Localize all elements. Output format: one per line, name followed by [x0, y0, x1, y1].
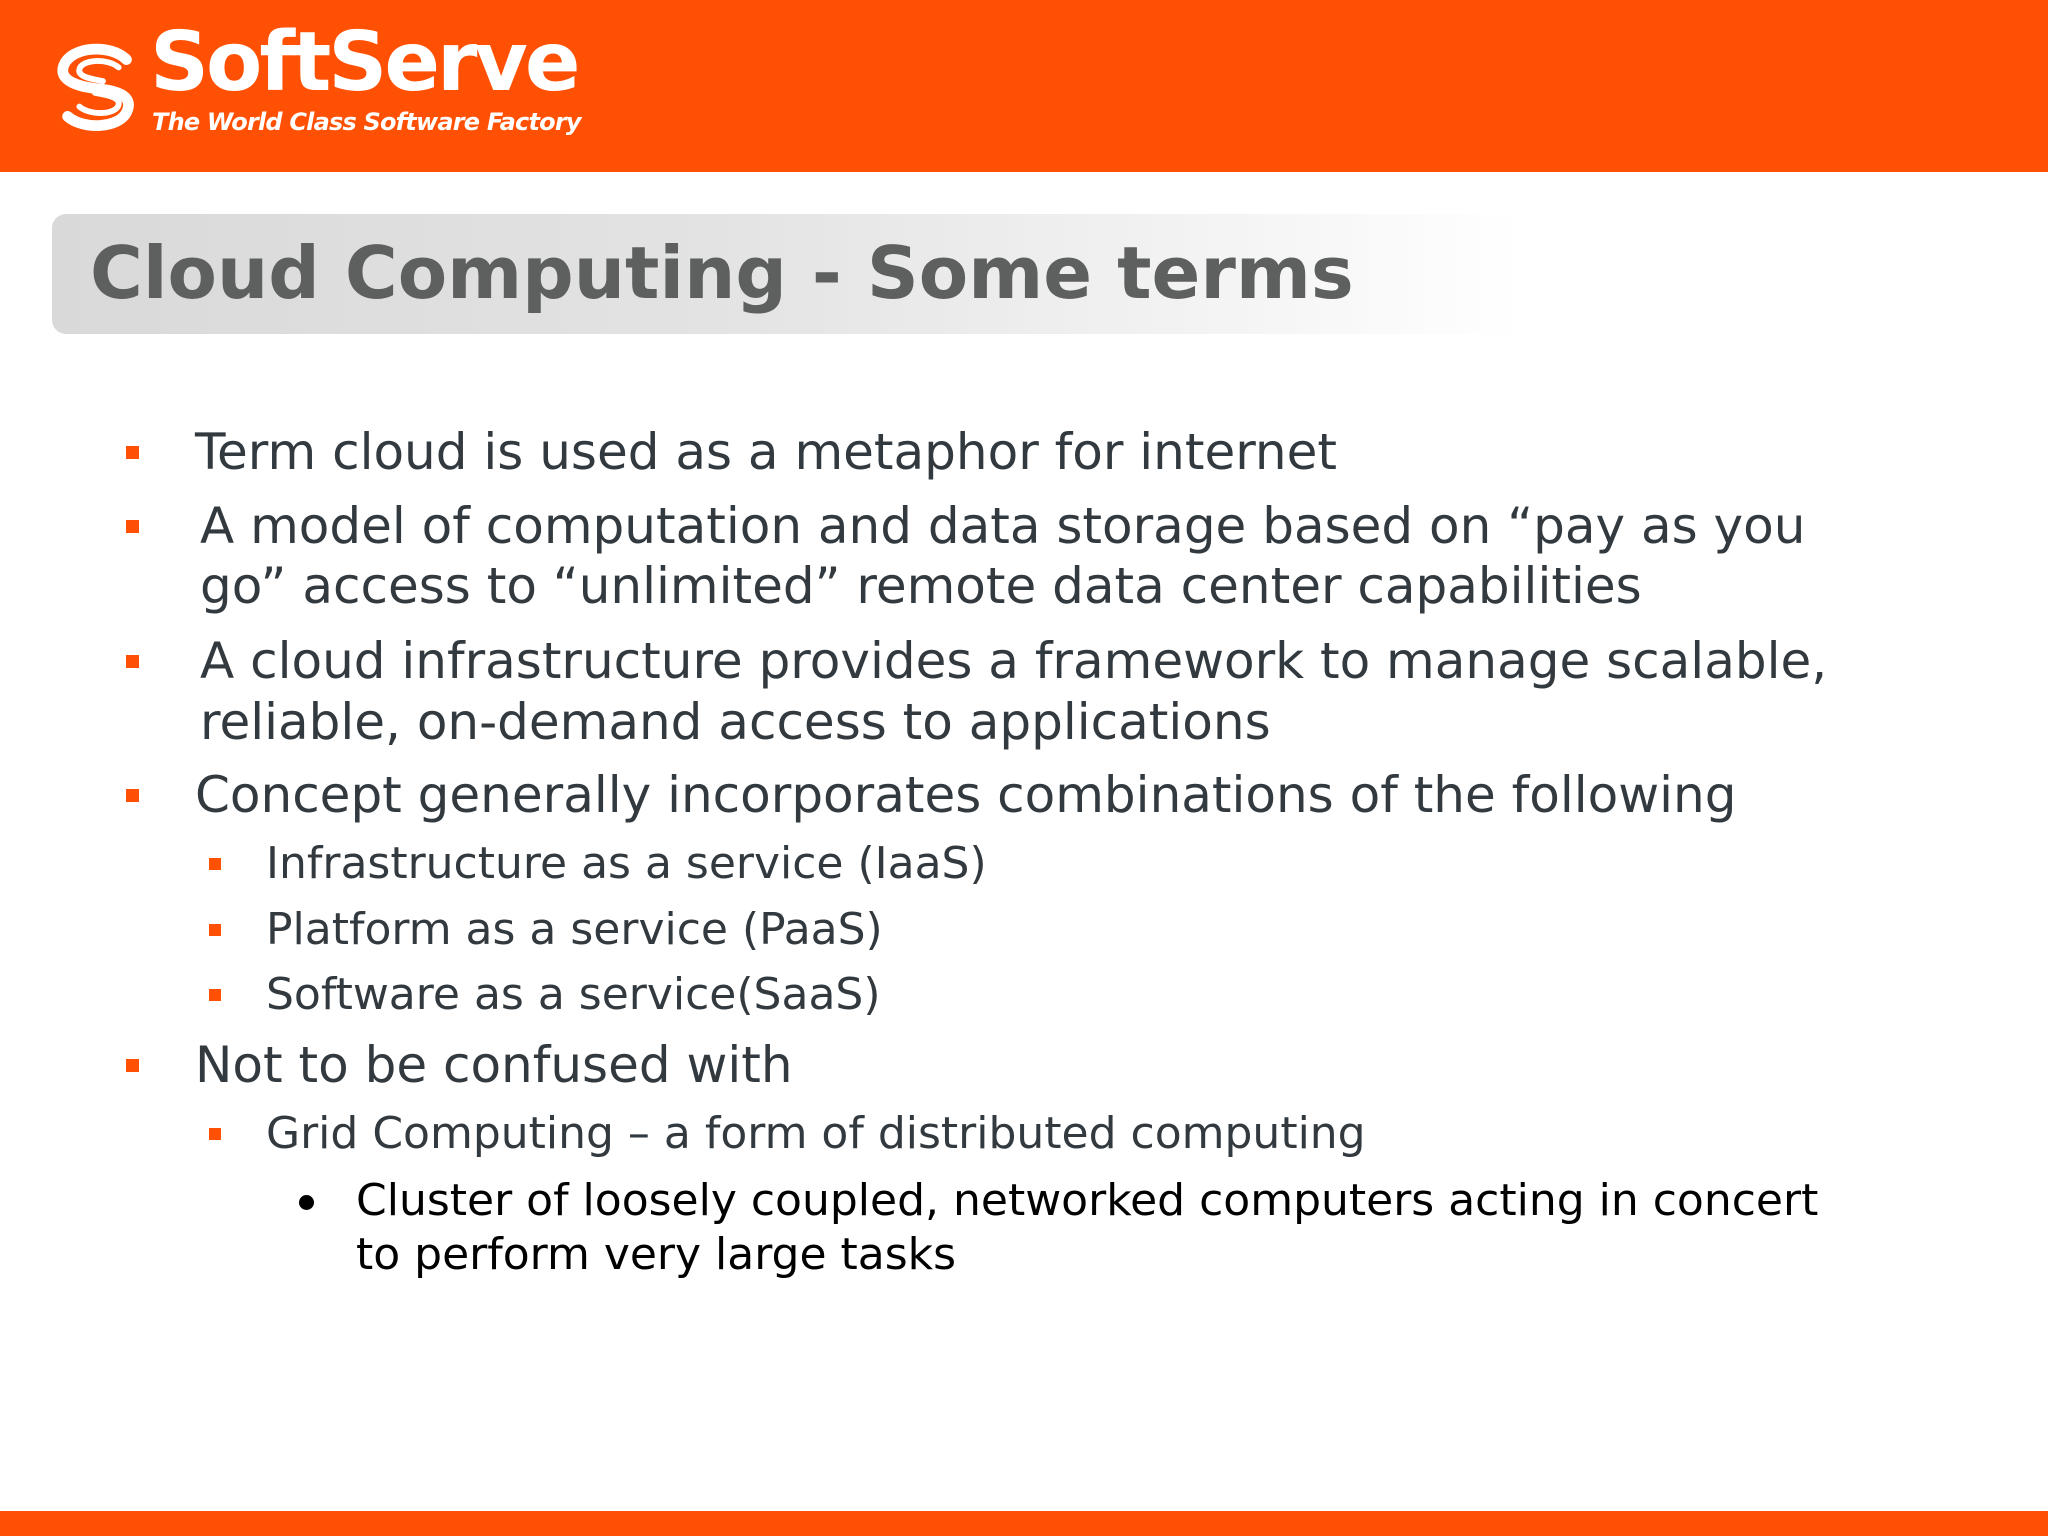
square-bullet-icon — [209, 858, 221, 870]
square-bullet-icon — [126, 789, 139, 802]
bullet-text: Concept generally incorporates combinations of the following — [195, 766, 1737, 824]
bullet-text: A model of computation and data storage based on “pay as you — [200, 497, 1806, 555]
round-bullet-icon — [299, 1195, 314, 1210]
brand-name: SoftServe — [150, 15, 578, 110]
header-bar — [0, 0, 2048, 172]
sub-bullet-text: Software as a service(SaaS) — [266, 969, 881, 1020]
sub-sub-bullet-text: to perform very large tasks — [356, 1229, 957, 1280]
slide-title: Cloud Computing - Some terms — [90, 231, 1354, 315]
softserve-swirl-logo-icon — [50, 38, 148, 136]
square-bullet-icon — [126, 1059, 139, 1072]
bullet-text: go” access to “unlimited” remote data center capabilities — [200, 557, 1642, 615]
sub-sub-bullet-text: Cluster of loosely coupled, networked computers acting in concert — [356, 1175, 1819, 1226]
square-bullet-icon — [209, 989, 221, 1001]
bullet-text: A cloud infrastructure provides a framework to manage scalable, — [200, 632, 1828, 690]
bullet-text: Not to be confused with — [195, 1036, 793, 1094]
brand-tagline: The World Class Software Factory — [152, 108, 581, 136]
sub-bullet-text: Platform as a service (PaaS) — [266, 904, 883, 955]
bullet-text: Term cloud is used as a metaphor for internet — [195, 423, 1337, 481]
title-band — [52, 214, 1522, 334]
softserve-logo — [50, 15, 590, 144]
square-bullet-icon — [209, 1128, 221, 1140]
square-bullet-icon — [209, 924, 221, 936]
square-bullet-icon — [126, 520, 139, 533]
square-bullet-icon — [126, 446, 139, 459]
bullet-text: reliable, on-demand access to applications — [200, 693, 1271, 751]
footer-bar — [0, 1511, 2048, 1536]
sub-bullet-text: Grid Computing – a form of distributed computing — [266, 1108, 1366, 1159]
square-bullet-icon — [126, 655, 139, 668]
sub-bullet-text: Infrastructure as a service (IaaS) — [266, 838, 987, 889]
